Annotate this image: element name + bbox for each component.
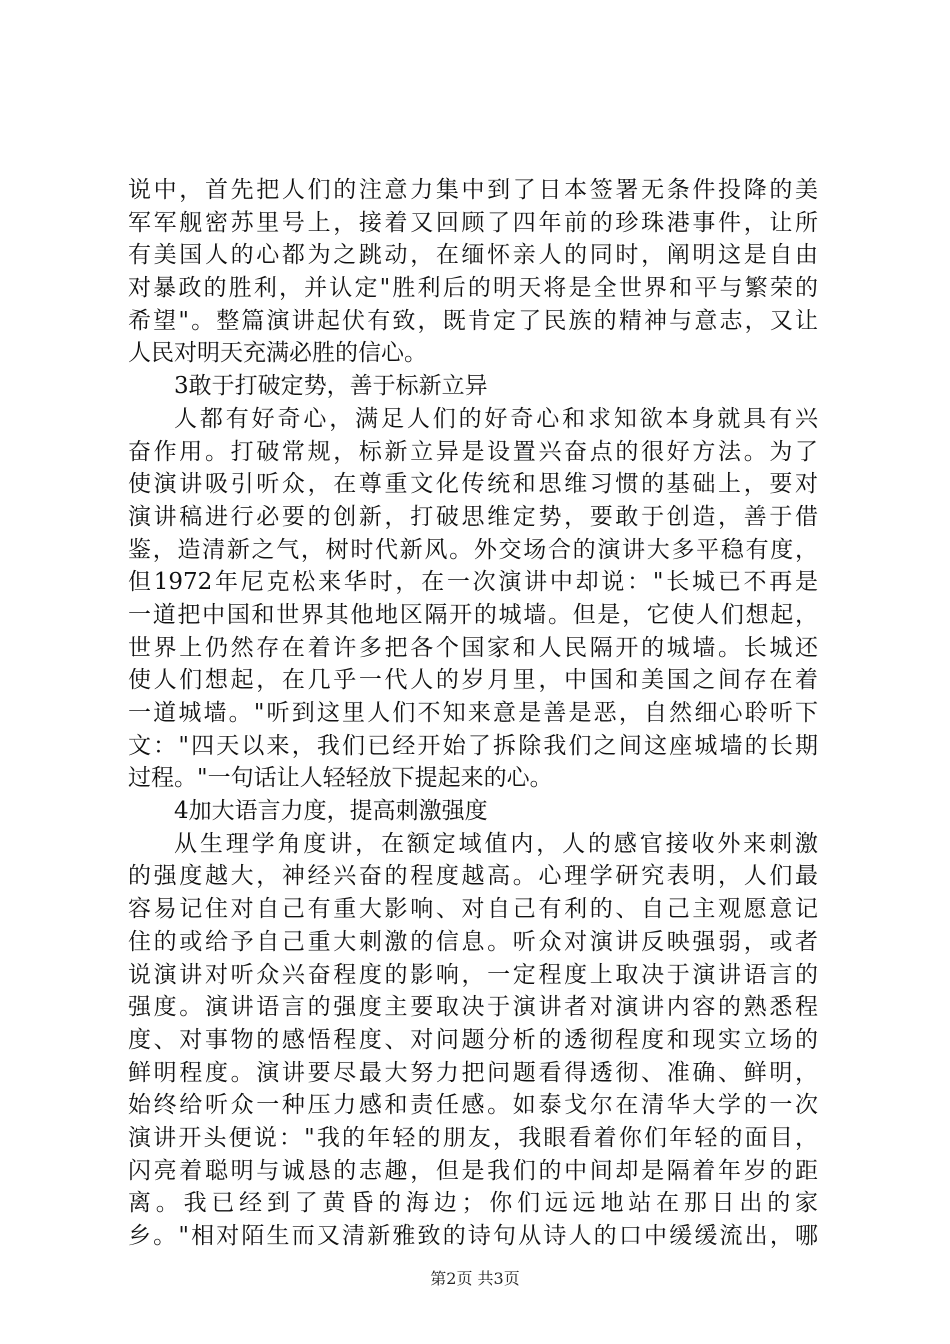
text-line: 演讲开头便说："我的年轻的朋友，我眼看着你们年轻的面目， xyxy=(128,1124,818,1151)
text-line: 使演讲吸引听众，在尊重文化传统和思维习惯的基础上，要对 xyxy=(128,471,818,498)
text-line: 鲜明程度。演讲要尽最大努力把问题看得透彻、准确、鲜明， xyxy=(128,1059,818,1086)
body-text xyxy=(128,174,818,1253)
text-line: 乡。"相对陌生而又清新雅致的诗句从诗人的口中缓缓流出，哪 xyxy=(128,1223,818,1249)
text-line: 文："四天以来，我们已经开始了拆除我们之间这座城墙的长期 xyxy=(128,732,818,759)
text-line: 强度。演讲语言的强度主要取决于演讲者对演讲内容的熟悉程 xyxy=(128,994,818,1021)
text-line: 住的或给予自己重大刺激的信息。听众对演讲反映强弱，或者 xyxy=(128,928,818,955)
text-line: 过程。"一句话让人轻轻放下提起来的心。 xyxy=(128,765,553,792)
text-line: 度、对事物的感悟程度、对问题分析的透彻程度和现实立场的 xyxy=(128,1026,818,1053)
text-line: 始终给听众一种压力感和责任感。如泰戈尔在清华大学的一次 xyxy=(128,1092,818,1119)
text-line: 军军舰密苏里号上，接着又回顾了四年前的珍珠港事件，让所 xyxy=(128,209,818,236)
text-line: 希望"。整篇演讲起伏有致，既肯定了民族的精神与意志，又让 xyxy=(128,307,818,334)
text-line: 说中，首先把人们的注意力集中到了日本签署无条件投降的美 xyxy=(128,177,818,203)
page-footer: 第2页 共3页 xyxy=(430,1269,520,1288)
text-line: 使人们想起，在几乎一代人的岁月里，中国和美国之间存在着 xyxy=(128,667,818,694)
text-line: 离。我已经到了黄昏的海边；你们远远地站在那日出的家 xyxy=(128,1190,818,1217)
text-line: 从生理学角度讲，在额定域值内，人的感官接收外来刺激 xyxy=(174,830,818,857)
section-heading: 4加大语言力度，提高刺激强度 xyxy=(174,798,488,825)
text-line: 有美国人的心都为之跳动，在缅怀亲人的同时，阐明这是自由 xyxy=(128,242,818,269)
text-line: 对暴政的胜利，并认定"胜利后的明天将是全世界和平与繁荣的 xyxy=(128,275,818,302)
text-line: 说演讲对听众兴奋程度的影响，一定程度上取决于演讲语言的 xyxy=(128,961,818,988)
text-line: 一道城墙。"听到这里人们不知来意是善是恶，自然细心聆听下 xyxy=(128,700,818,726)
text-line: 闪亮着聪明与诚恳的志趣，但是我们的中间却是隔着年岁的距 xyxy=(128,1157,818,1184)
text-line: 鉴，造清新之气，树时代新风。外交场合的演讲大多平稳有度， xyxy=(128,536,818,563)
text-line: 人都有好奇心，满足人们的好奇心和求知欲本身就具有兴 xyxy=(174,405,818,432)
text-line: 但1972年尼克松来华时，在一次演讲中却说："长城已不再是 xyxy=(128,569,818,596)
text-line: 世界上仍然存在着许多把各个国家和人民隔开的城墙。长城还 xyxy=(128,634,818,661)
text-line: 容易记住对自己有重大影响、对自己有利的、自己主观愿意记 xyxy=(128,896,818,923)
text-line: 一道把中国和世界其他地区隔开的城墙。但是，它使人们想起， xyxy=(128,601,818,628)
section-heading: 3敢于打破定势，善于标新立异 xyxy=(174,373,488,400)
text-line: 奋作用。打破常规，标新立异是设置兴奋点的很好方法。为了 xyxy=(128,438,818,465)
text-line: 演讲稿进行必要的创新，打破思维定势，要敢于创造，善于借 xyxy=(128,503,818,530)
text-line: 的强度越大，神经兴奋的程度越高。心理学研究表明，人们最 xyxy=(128,863,818,890)
text-line: 人民对明天充满必胜的信心。 xyxy=(128,340,427,367)
